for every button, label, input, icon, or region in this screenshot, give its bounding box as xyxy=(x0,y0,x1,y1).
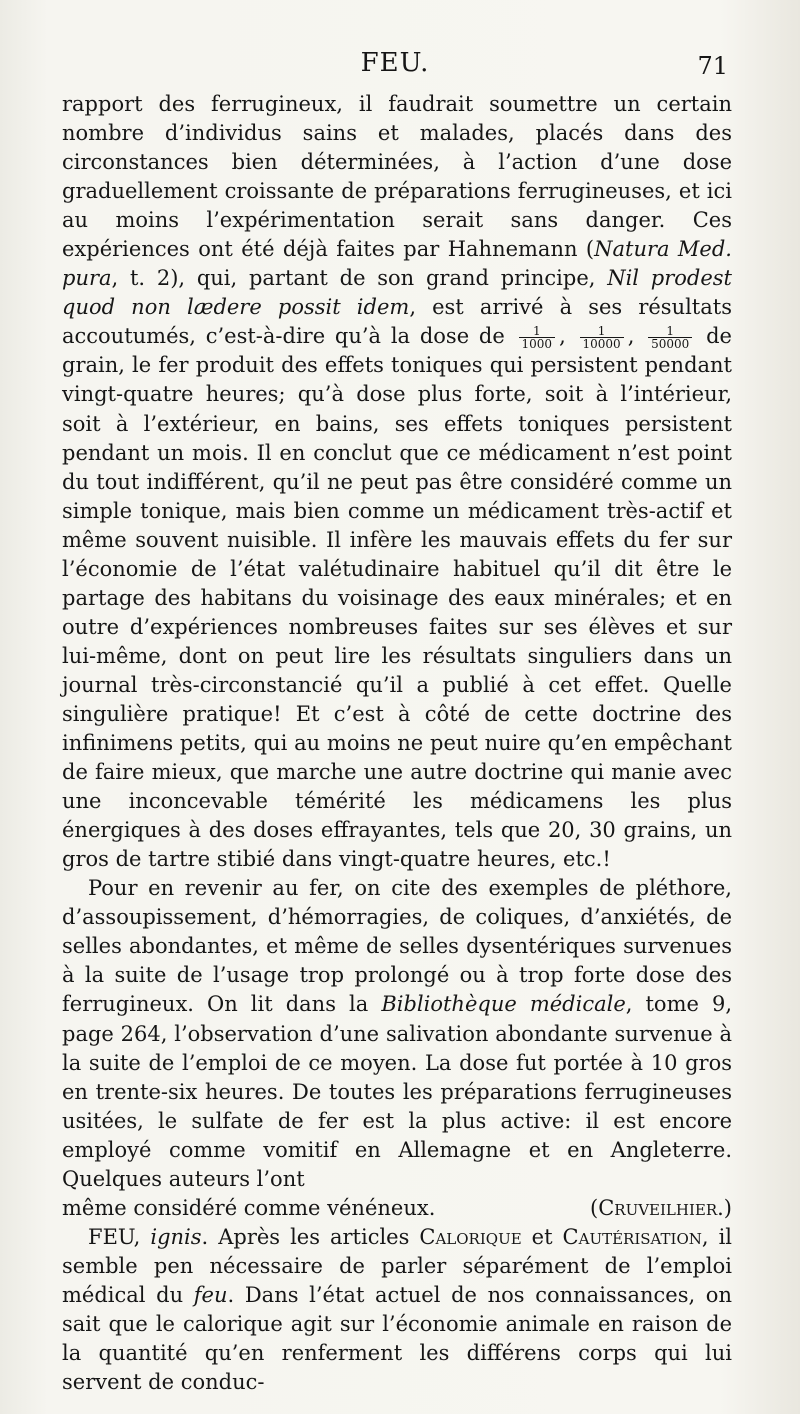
page-body xyxy=(62,90,732,1397)
text-segment: de grain, le fer produit des effets toniques qui persistent pendant vingt-quatre heures; qu’à dose plus forte, soit à l’intérieur, soit à l’extérieur, en bains, ses effets toniques persistent pendant un mois. Il en conclut que ce médicament n’est point du tout indifférent, qu’il ne peut pas être considéré comme un simple tonique, mais bien comme un médicament très-actif et même souvent nuisible. Il infère les mauvais effets du fer sur l’économie de l’état valétudinaire habituel qu’il dit être le partage des habitans du voisinage des eaux minérales; et en outre d’expériences nombreuses faites sur ses élèves et sur lui-même, dont on peut lire les résultats singuliers dans un journal très-circonstancié qu’il a publié à cet effet. Quelle singulière pratique! Et c’est à côté de cette doctrine des infinimens petits, qui au moins ne peut nuire qu’en empêchant de faire mieux, que marche une autre doctrine qui manie avec une inconcevable témérité les médicamens les plus énergiques à des doses effrayantes, tels que 20, 30 grains, un gros de tartre stibié dans vingt-quatre heures, etc.! xyxy=(62,324,732,872)
text-segment: et xyxy=(521,1224,563,1249)
text-segment: rapport des ferrugineux, il faudrait soumettre un certain nombre d’individus sains et malades, placés dans des circonstances bien déterminées, à l’action d’une dose graduellement croissante de préparations ferrugineuses, et ici au moins l’expérimentation serait sans danger. Ces expériences ont été déjà faites par Hahnemann ( xyxy=(62,92,732,262)
latin-maxim: Nil prodest quod non lædere possit idem xyxy=(62,266,732,320)
text-segment: . Après les articles xyxy=(201,1224,420,1249)
fraction-numerator: 1 xyxy=(580,325,624,338)
latin-term: ignis xyxy=(150,1224,202,1249)
text-segment: même considéré comme vénéneux. xyxy=(62,1195,436,1220)
text-segment: . Dans l’état actuel de nos connaissances, on sait que le calorique agit sur l’économie animale en raison de la quantité qu’en renferment les différens corps qui lui servent de conduc- xyxy=(62,1282,732,1395)
cross-reference: Calorique xyxy=(419,1224,522,1249)
fraction-denominator: 50000 xyxy=(651,337,690,352)
text-segment: , est arrivé à ses résultats accoutumés, c’est-à-dire qu’à la dose de xyxy=(62,295,732,349)
fraction xyxy=(580,325,624,350)
page-header xyxy=(62,48,728,88)
citation-natura: Natura Med. pura xyxy=(62,237,732,291)
entry-headword: FEU xyxy=(88,1224,134,1249)
text-segment: Pour en revenir au fer, on cite des exemples de pléthore, d’assoupissement, d’hémorragies, de coliques, d’anxiétés, de selles abondantes, et même de selles dysentériques survenues à la suite de l’usage trop prolongé ou à trop forte dose des ferrugineux. On lit dans la xyxy=(62,876,732,1017)
cross-reference: Cautérisation xyxy=(562,1224,702,1249)
page-number: 71 xyxy=(697,52,728,80)
signature-line xyxy=(62,1194,732,1223)
fraction-denominator: 1000 xyxy=(521,337,553,352)
paragraph-iron-toxicity xyxy=(62,874,732,1194)
fraction-numerator: 1 xyxy=(519,325,556,338)
fraction xyxy=(648,325,692,350)
fraction xyxy=(519,325,556,350)
author-signature: (Cruveilhier.) xyxy=(590,1195,732,1220)
emphasis-term: feu xyxy=(193,1282,228,1307)
fraction-numerator: 1 xyxy=(648,325,692,338)
fraction-denominator: 10000 xyxy=(582,337,621,352)
running-head: FEU. xyxy=(360,48,430,78)
paragraph-iron-effects: rapport des ferrugineux, il faudrait soumettre un certain nombre d’individus sains et malades, placés dans des circonstances bien déterminées, à l’action d’une dose graduellement croissante de préparations ferrugineuses, et ici au moins l’expérimentation serait sans danger. Ces expériences ont été déjà faites par Hahnemann (Natura Med. pura, t. 2), qui, partant de son grand principe, Nil prodest quod non lædere possit idem, est arrivé à ses résultats accoutumés, c’est-à-dire qu’à la dose de $\frac{1}{1000}$ , $\frac{1}{10000}$ , $\frac{1}{50000}$ de grain, le fer produit des effets toniques qui persistent pendant vingt-quatre heures; qu’à dose plus forte, soit à l’intérieur, soit à l’extérieur, en bains, ses effets toniques persistent pendant un mois. Il en conclut que ce médicament n’est point du tout indifférent, qu’il ne peut pas être considéré comme un simple tonique, mais bien comme un médicament très-actif et même souvent nuisible. Il infère les mauvais effets du fer sur l’économie de l’état valétudinaire habituel qu’il dit être le partage des habitans du voisinage des eaux minérales; et en outre d’expériences nombreuses faites sur ses élèves et sur lui-même, dont on peut lire les résultats singuliers dans un journal très-circonstancié qu’il a publié à cet effet. Quelle singulière pratique! Et c’est à côté de cette doctrine des infinimens petits, qui au moins ne peut nuire qu’en empêchant de faire mieux, que marche une autre doctrine qui manie avec une inconcevable témérité les médicamens les plus énergiques à des doses effrayantes, tels que 20, 30 grains, un gros de tartre stibié dans vingt-quatre heures, etc.! xyxy=(62,92,732,872)
citation-bibliotheque: Bibliothèque médicale xyxy=(381,992,626,1017)
text-segment: , t. 2), qui, partant de son grand principe, xyxy=(111,266,608,291)
text-segment: , xyxy=(133,1224,151,1249)
text-segment: , il semble pen nécessaire de parler séparément de l’emploi médical du xyxy=(62,1224,733,1307)
paragraph-feu-entry xyxy=(62,1223,732,1397)
text-segment: , tome 9, page 264, l’observation d’une salivation abondante survenue à la suite de l’emploi de ce moyen. La dose fut portée à 10 gros en trente-six heures. De toutes les préparations ferrugineuses usitées, le sulfate de fer est la plus active: il est encore employé comme vomitif en Allemagne et en Angleterre. Quelques auteurs l’ont xyxy=(62,992,732,1191)
